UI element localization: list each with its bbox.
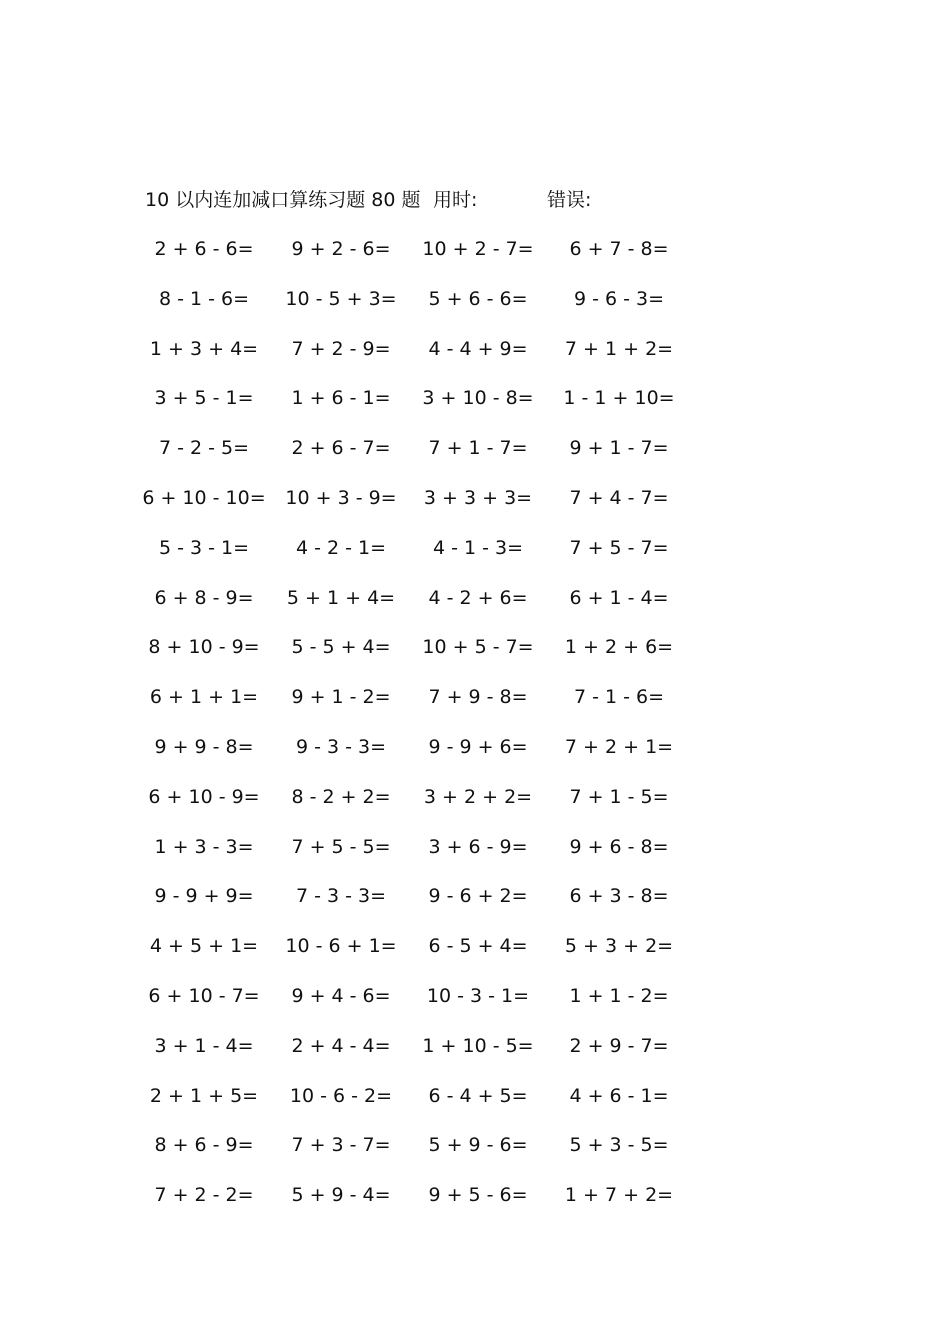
arithmetic-problem: 9 + 1 - 2= <box>291 686 391 709</box>
arithmetic-problem: 9 - 6 + 2= <box>428 885 528 908</box>
arithmetic-problem: 6 + 1 - 4= <box>569 586 669 609</box>
problem-row <box>0 1033 950 1083</box>
worksheet-title: 10 以内连加减口算练习题 80 题 <box>145 189 421 211</box>
problem-row <box>0 883 950 933</box>
arithmetic-problem: 1 + 3 + 4= <box>149 337 259 360</box>
arithmetic-problem: 3 + 3 + 3= <box>423 486 533 509</box>
problem-row <box>0 236 950 286</box>
problem-row <box>0 385 950 435</box>
arithmetic-problem: 9 + 1 - 7= <box>569 437 669 460</box>
arithmetic-problem: 9 + 4 - 6= <box>291 984 391 1007</box>
arithmetic-problem: 6 - 5 + 4= <box>428 935 528 958</box>
arithmetic-problem: 7 - 1 - 6= <box>573 686 665 709</box>
arithmetic-problem: 1 + 7 + 2= <box>564 1184 674 1207</box>
arithmetic-problem: 8 + 6 - 9= <box>154 1134 254 1157</box>
arithmetic-problem: 7 - 3 - 3= <box>295 885 387 908</box>
problem-row <box>0 933 950 983</box>
problem-row <box>0 286 950 336</box>
arithmetic-problem: 10 + 5 - 7= <box>422 636 534 659</box>
arithmetic-problem: 5 + 3 + 2= <box>564 935 674 958</box>
arithmetic-problem: 7 + 1 - 5= <box>569 785 669 808</box>
arithmetic-problem: 1 + 6 - 1= <box>291 387 391 410</box>
arithmetic-problem: 2 + 6 - 6= <box>154 238 254 260</box>
arithmetic-problem: 10 - 6 + 1= <box>285 935 397 958</box>
arithmetic-problem: 7 + 9 - 8= <box>428 686 528 709</box>
problem-row <box>0 983 950 1033</box>
arithmetic-problem: 6 + 10 - 9= <box>148 785 260 808</box>
arithmetic-problem: 9 - 9 + 9= <box>154 885 254 908</box>
arithmetic-problem: 5 + 3 - 5= <box>569 1134 669 1157</box>
arithmetic-problem: 2 + 6 - 7= <box>291 437 391 460</box>
arithmetic-problem: 9 - 3 - 3= <box>295 735 387 758</box>
arithmetic-problem: 7 + 5 - 7= <box>569 536 669 559</box>
arithmetic-problem: 2 + 9 - 7= <box>569 1034 669 1057</box>
arithmetic-problem: 10 + 2 - 7= <box>422 238 534 260</box>
arithmetic-problem: 1 + 1 - 2= <box>569 984 669 1007</box>
arithmetic-problem: 3 + 10 - 8= <box>422 387 534 410</box>
arithmetic-problem: 10 - 5 + 3= <box>285 287 397 310</box>
arithmetic-problem: 3 + 2 + 2= <box>423 785 533 808</box>
arithmetic-problem: 6 + 10 - 10= <box>142 486 266 509</box>
arithmetic-problem: 7 + 1 + 2= <box>564 337 674 360</box>
arithmetic-problem: 1 + 10 - 5= <box>422 1034 534 1057</box>
arithmetic-problem: 7 + 2 + 1= <box>564 735 674 758</box>
arithmetic-problem: 7 + 1 - 7= <box>428 437 528 460</box>
arithmetic-problem: 6 + 8 - 9= <box>154 586 254 609</box>
problem-row <box>0 784 950 834</box>
arithmetic-problem: 1 + 2 + 6= <box>564 636 674 659</box>
arithmetic-problem: 4 + 6 - 1= <box>569 1084 669 1107</box>
arithmetic-problem: 3 + 1 - 4= <box>154 1034 254 1057</box>
arithmetic-problem: 8 - 1 - 6= <box>158 287 250 310</box>
problem-row <box>0 585 950 635</box>
arithmetic-problem: 9 + 9 - 8= <box>154 735 254 758</box>
arithmetic-problem: 5 - 5 + 4= <box>291 636 391 659</box>
arithmetic-problem: 6 + 10 - 7= <box>148 984 260 1007</box>
problem-grid <box>0 236 950 1232</box>
arithmetic-problem: 10 + 3 - 9= <box>285 486 397 509</box>
arithmetic-problem: 7 + 3 - 7= <box>291 1134 391 1157</box>
time-used-label: 用时: <box>433 189 478 211</box>
arithmetic-problem: 7 - 2 - 5= <box>158 437 250 460</box>
arithmetic-problem: 5 - 3 - 1= <box>158 536 250 559</box>
arithmetic-problem: 4 + 5 + 1= <box>149 935 259 958</box>
problem-row <box>0 1132 950 1182</box>
arithmetic-problem: 2 + 4 - 4= <box>291 1034 391 1057</box>
arithmetic-problem: 4 - 2 - 1= <box>295 536 387 559</box>
problem-row <box>0 336 950 386</box>
problem-row <box>0 634 950 684</box>
arithmetic-problem: 9 + 5 - 6= <box>428 1184 528 1207</box>
arithmetic-problem: 7 + 2 - 2= <box>154 1184 254 1207</box>
problem-row <box>0 684 950 734</box>
problem-row <box>0 834 950 884</box>
arithmetic-problem: 9 - 9 + 6= <box>428 735 528 758</box>
arithmetic-problem: 9 + 6 - 8= <box>569 835 669 858</box>
arithmetic-problem: 6 + 3 - 8= <box>569 885 669 908</box>
arithmetic-problem: 4 - 2 + 6= <box>428 586 528 609</box>
problem-row <box>0 535 950 585</box>
arithmetic-problem: 1 + 3 - 3= <box>154 835 254 858</box>
arithmetic-problem: 8 - 2 + 2= <box>291 785 391 808</box>
arithmetic-problem: 1 - 1 + 10= <box>563 387 675 410</box>
problem-row <box>0 485 950 535</box>
arithmetic-problem: 7 + 4 - 7= <box>569 486 669 509</box>
arithmetic-problem: 6 + 7 - 8= <box>569 238 669 260</box>
arithmetic-problem: 6 + 1 + 1= <box>149 686 259 709</box>
arithmetic-problem: 7 + 5 - 5= <box>291 835 391 858</box>
arithmetic-problem: 5 + 9 - 6= <box>428 1134 528 1157</box>
problem-row <box>0 1182 950 1232</box>
arithmetic-problem: 4 - 1 - 3= <box>432 536 524 559</box>
arithmetic-problem: 7 + 2 - 9= <box>291 337 391 360</box>
arithmetic-problem: 6 - 4 + 5= <box>428 1084 528 1107</box>
arithmetic-problem: 3 + 6 - 9= <box>428 835 528 858</box>
error-count-label: 错误: <box>547 189 592 211</box>
arithmetic-problem: 8 + 10 - 9= <box>148 636 260 659</box>
arithmetic-problem: 10 - 6 - 2= <box>289 1084 393 1107</box>
arithmetic-problem: 2 + 1 + 5= <box>149 1084 259 1107</box>
arithmetic-problem: 10 - 3 - 1= <box>426 984 530 1007</box>
arithmetic-problem: 5 + 1 + 4= <box>286 586 396 609</box>
arithmetic-problem: 3 + 5 - 1= <box>154 387 254 410</box>
arithmetic-problem: 9 - 6 - 3= <box>573 287 665 310</box>
arithmetic-problem: 5 + 9 - 4= <box>291 1184 391 1207</box>
problem-row <box>0 734 950 784</box>
problem-row <box>0 1083 950 1133</box>
problem-row <box>0 435 950 485</box>
arithmetic-problem: 4 - 4 + 9= <box>428 337 528 360</box>
arithmetic-problem: 5 + 6 - 6= <box>428 287 528 310</box>
arithmetic-problem: 9 + 2 - 6= <box>291 238 391 260</box>
